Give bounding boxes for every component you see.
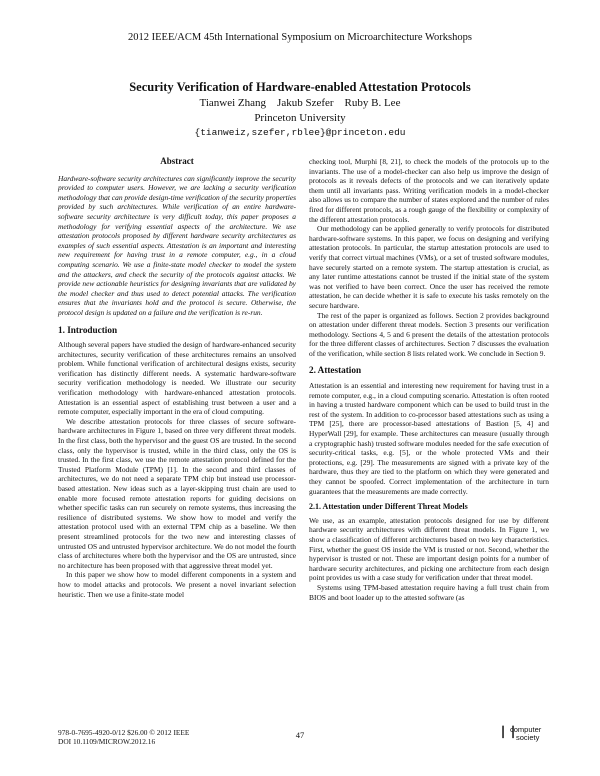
- page-number: 47: [295, 730, 305, 740]
- computer-society-logo: [498, 720, 560, 746]
- section-heading-attestation: 2. Attestation: [309, 365, 362, 376]
- threat-models-paragraph-1: We use, as an example, attestation protocols designed for use by different hardware security architectures with different threat models. In Figure 1, we show a classification of different architectures based on two key characteristics. First, whether the guest OS inside the VM is trusted or not. Second, whether the hypervisor is trusted or not. These are important design points for a number of hardware security architectures, and picking one architecture from each design point provides us with a case study for verification under that threat model.: [309, 515, 549, 583]
- right-paragraph-2: Our methodology can be applied generally to verify protocols for distributed hardware-software systems. In this paper, we focus on designing and verifying attestation protocols. In particular, the startup attestation protocols are used to verify that correct virtual machines (VMs), or a set of trusted software modules, have securely started on a remote system. The startup attestation is crucial, as any later runtime attestations cannot be trusted if the initial state of the system was not verified to have been correct. Once the user has received the remote attestation, he can decide whether it is safe to execute his tasks remotely on the secure hardware.: [309, 224, 549, 310]
- paper-authors: Tianwei Zhang Jakub Szefer Ruby B. Lee: [199, 97, 401, 109]
- subsection-heading-threat-models: 2.1. Attestation under Different Threat Models: [309, 502, 468, 512]
- footer-doi: DOI 10.1109/MICROW.2012.16: [58, 737, 156, 746]
- right-paragraph-3: The rest of the paper is organized as follows. Section 2 provides background on attestation under different threat models. Section 3 presents our verification methodology. Sections 4, 5 and 6 present the details of the attestation protocols for the three different classes of architectures. Section 7 discusses the evaluation of the verification, while section 8 lists related work. We conclude in Section 9.: [309, 310, 549, 358]
- abstract-heading: Abstract: [160, 156, 194, 166]
- threat-models-paragraph-2: Systems using TPM-based attestation require having a full trust chain from BIOS and boot loader up to the attested software (as: [309, 582, 549, 602]
- left-column: [58, 157, 296, 599]
- attestation-paragraph-1: Attestation is an essential and interesting new requirement for having trust in a remote computer, e.g., in a cloud computing scenario. Attestation is often rooted in having a trusted hardware component which can be used to build trust in the rest of the system. In addition to co-processor based attestations such as using a TPM [25], there are processor-based attestations of Bastion [5, 4] and HyperWall [29], for example. These architectures can measure (usually through a cryptographic hash) trusted software modules needed for the safe execution of security-critical tasks, e.g. [5], or the whole protected VMs and their protections, e.g. [29]. The measurements are signed with a private key of the hardware, thus they are tied to the platform on which they were generated and they cannot be spoofed. Correct implementation of the architecture in turn guarantees that the measurements are made correctly.: [309, 381, 549, 496]
- right-column: [309, 157, 549, 602]
- paper-affiliation: Princeton University: [254, 112, 346, 124]
- abstract-text: Hardware-software security architectures can significantly improve the security provided to computer users. However, we are lacking a security verification methodology that can provide design-time verification of the security properties provided by such architectures. While verification of an entire hardware-software security architecture is very difficult today, this paper proposes a methodology for verifying essential aspects of the architecture. We use attestation protocols proposed by different hardware security architectures as examples of such essential aspects. Attestation is an important and interesting new requirement for having trust in a remote computer, e.g., in a cloud computing scenario. We use a finite-state model checker to model the system and the attackers, and check the security of the protocols against attacks. We provide new actionable heuristics for designing invariants that are validated by the model checker and thus used to detect potential attacks. The verification ensures that the invariants hold and the protocol is secure. Otherwise, the protocol design is updated on a failure and the verification is re-run.: [58, 173, 296, 317]
- footer-isbn: 978-0-7695-4920-0/12 $26.00 © 2012 IEEE: [58, 728, 190, 737]
- right-paragraph-1: checking tool, Murphi [8, 21], to check the models of the protocols up to the invariants. The use of a model-checker can also help us improve the design of protocols as it reveals defects of the protocols and we can iteratively update them until all invariants pass. Writing verification models in a model-checker also allows us to compare the number of states explored and the number of rules fired for different protocols, as a rough gauge of the flexibility or complexity of the different attestation protocols.: [309, 157, 549, 224]
- intro-paragraph-2: We describe attestation protocols for three classes of secure software-hardware architectures in Figure 1, based on three very different threat models. In the first class, both the hypervisor and the guest OS are trusted. In the second class, only the hypervisor is trusted, while in the third class, only the OS is trusted. In the first class, we use the remote attestation protocol defined for the Trusted Platform Module (TPM) [1]. In the second and third classes of architectures, we do not need a separate TPM chip but instead use processor-based attestation. New ideas such as a layer-skipping trust chain are used to enable more focused remote attestation reports for guiding decisions on whether specific tasks can run securely on remote systems, thus increasing the resilience of distributed systems. We show how to model and verify the attestation protocol used with an external TPM chip as a baseline. We then present streamlined protocols for the two new and interesting classes of untrusted OS and untrusted hypervisor architecture. We do not model the fourth class of architectures where both the hypervisor and the OS are untrusted, since no architecture has been proposed with that aggressive threat model yet.: [58, 416, 296, 570]
- section-heading-introduction: 1. Introduction: [58, 324, 118, 335]
- computer-society-logo-icon: ❘❘: [498, 724, 519, 738]
- paper-email: {tianweiz,szefer,rblee}@princeton.edu: [194, 127, 406, 138]
- logo-line-2: society: [516, 732, 540, 742]
- intro-paragraph-3: In this paper we show how to model different components in a system and how to model attacks and protocols. We present a novel invariant selection heuristic. Then we use a finite-state model: [58, 570, 296, 599]
- logo-line-1: computer: [510, 725, 542, 734]
- intro-paragraph-1: Although several papers have studied the design of hardware-enhanced security architectures, security verification of these architectures remains an unsolved problem. While functional verification of architectural designs exists, security verification has distinctly different needs. A systematic hardware-software security verification methodology is needed. We illustrate our security verification methodology with hardware-enhanced attestation protocols. Attestation is an essential aspect of establishing trust between a user and a remote computer, especially important in the era of cloud computing.: [58, 340, 296, 417]
- paper-title: Security Verification of Hardware-enabled Attestation Protocols: [129, 80, 471, 94]
- conference-header: 2012 IEEE/ACM 45th International Symposium on Microarchitecture Workshops: [128, 32, 472, 43]
